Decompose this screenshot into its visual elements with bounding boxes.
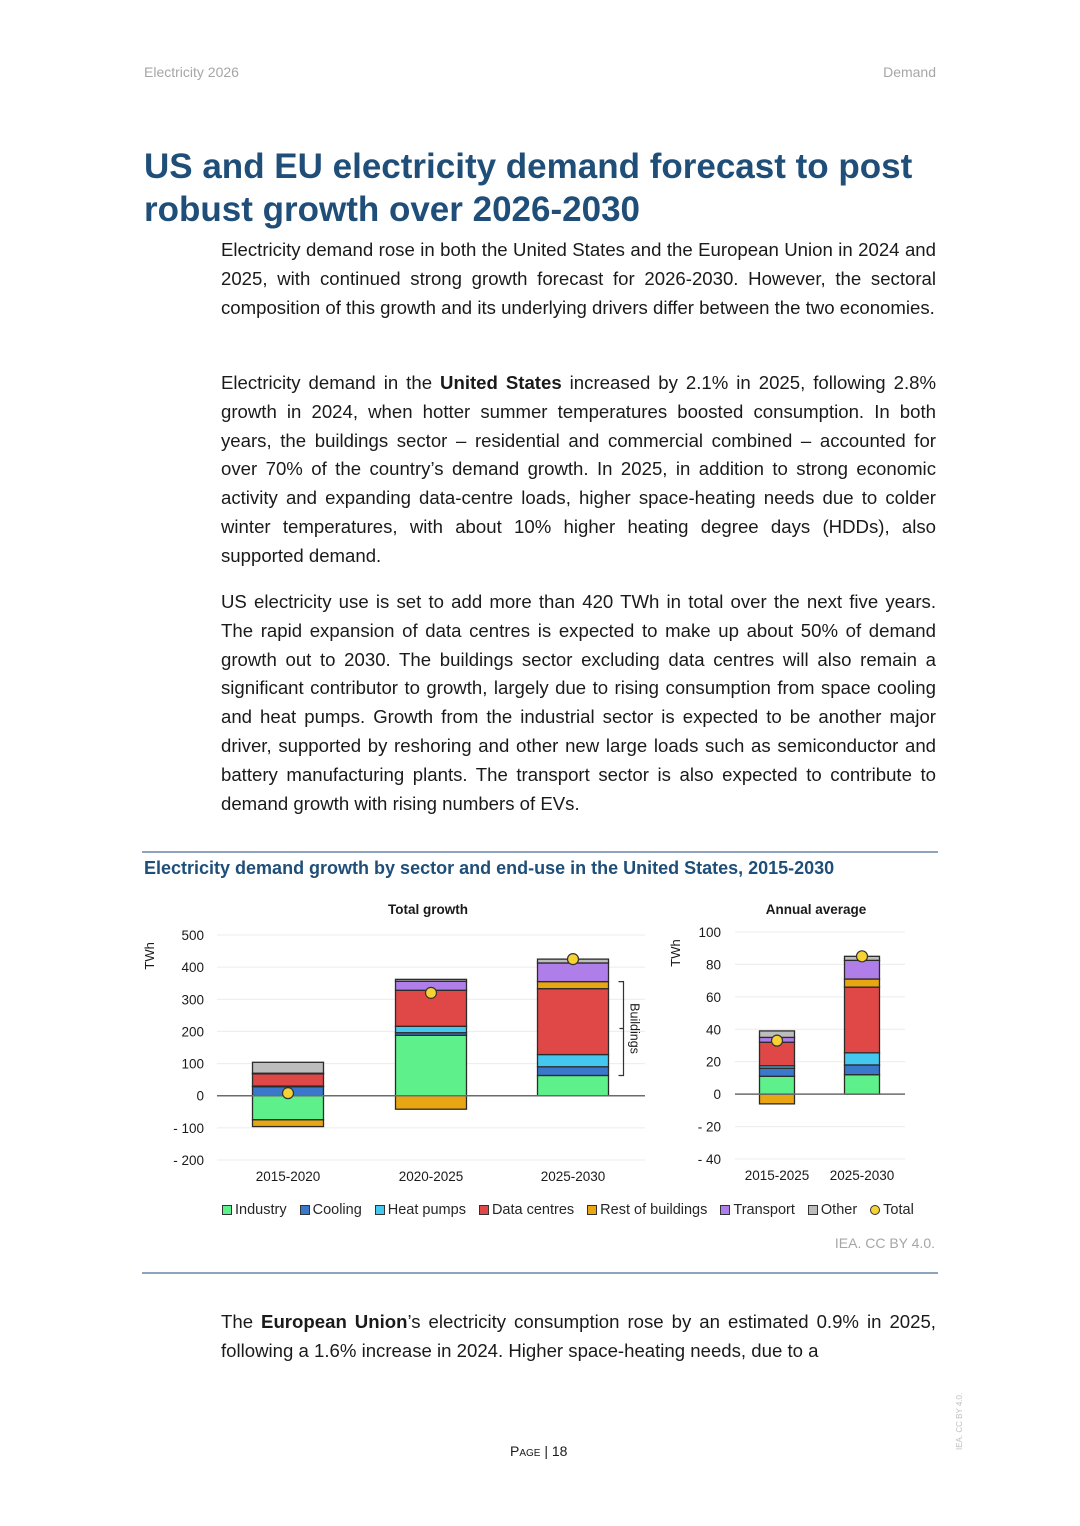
p4-text-pre: The bbox=[221, 1311, 262, 1332]
page-label: Page bbox=[510, 1443, 541, 1459]
stacked-bar-charts bbox=[140, 890, 940, 1200]
figure-top-rule bbox=[142, 851, 938, 853]
y-tick-label: - 100 bbox=[173, 1120, 204, 1136]
bar-segment-rest-of-buildings bbox=[396, 1096, 467, 1110]
paragraph-european-union bbox=[221, 1308, 936, 1366]
bar-segment-industry bbox=[760, 1076, 795, 1094]
legend-label: Other bbox=[820, 1202, 858, 1218]
chart-legend bbox=[222, 1202, 914, 1218]
total-marker bbox=[772, 1035, 783, 1046]
legend-label: Data centres bbox=[491, 1202, 575, 1218]
bar-segment-other bbox=[396, 979, 467, 981]
legend-label: Transport bbox=[733, 1202, 795, 1218]
p2-text-pre: Electricity demand in the bbox=[221, 372, 441, 393]
y-tick-label: 20 bbox=[705, 1054, 721, 1070]
p4-bold-european-union: European Union bbox=[261, 1311, 408, 1332]
total-marker bbox=[568, 954, 579, 965]
total-marker bbox=[426, 987, 437, 998]
total-marker bbox=[857, 951, 868, 962]
section-title: US and EU electricity demand forecast to post robust growth over 2026-2030 bbox=[144, 147, 913, 229]
y-axis-label: TWh bbox=[668, 939, 683, 967]
bar-segment-rest-of-buildings bbox=[760, 1094, 795, 1104]
legend-label: Rest of buildings bbox=[600, 1202, 708, 1218]
page-number: Page | 18 bbox=[510, 1443, 568, 1459]
legend-swatch-icon bbox=[587, 1205, 597, 1215]
bar-segment-industry bbox=[396, 1035, 467, 1095]
y-tick-label: - 20 bbox=[697, 1119, 721, 1135]
y-tick-label: 200 bbox=[181, 1024, 204, 1040]
bar-segment-rest-of-buildings bbox=[253, 1120, 324, 1127]
legend-label: Industry bbox=[235, 1202, 287, 1218]
legend-item-heat-pumps bbox=[375, 1202, 466, 1218]
y-tick-label: 0 bbox=[713, 1087, 721, 1103]
bar-segment-industry bbox=[253, 1096, 324, 1120]
running-head-left: Electricity 2026 bbox=[144, 64, 239, 80]
legend-item-other bbox=[808, 1202, 857, 1218]
bar-segment-rest-of-buildings bbox=[845, 979, 880, 987]
side-license: IEA. CC BY 4.0. bbox=[955, 1392, 964, 1450]
legend-swatch-icon bbox=[720, 1205, 730, 1215]
figure-title: Electricity demand growth by sector and end-use in the United States, 2015-2030 bbox=[144, 858, 835, 878]
buildings-bracket bbox=[619, 982, 624, 1076]
y-tick-label: 400 bbox=[181, 960, 204, 976]
x-tick-label: 2020-2025 bbox=[398, 1169, 464, 1184]
legend-item-transport bbox=[720, 1202, 795, 1218]
bar-segment-industry bbox=[845, 1075, 880, 1094]
y-tick-label: 100 bbox=[181, 1056, 204, 1072]
bar-segment-data-centres bbox=[845, 987, 880, 1053]
bar-segment-cooling bbox=[760, 1068, 795, 1076]
chart-title: Annual average bbox=[765, 902, 867, 917]
y-tick-label: 80 bbox=[705, 957, 721, 973]
buildings-label: Buildings bbox=[627, 1003, 642, 1054]
paragraph-us-outlook: US electricity use is set to add more than 420 TWh in total over the next five years. The rapid expansion of data centres is expected to make up about 50% of demand growth out to 2030. The buildings sector excluding data centres will also remain a significant contributor to growth, largely due to rising consumption from space cooling and heat pumps. Growth from the industrial sector is expected to be another major driver, supported by reshoring and other new large loads such as semiconductor and battery manufacturing plants. The transport sector is also expected to contribute to demand growth with rising numbers of EVs. bbox=[221, 591, 936, 814]
figure-credit: IEA. CC BY 4.0. bbox=[834, 1235, 935, 1251]
bar-segment-transport bbox=[845, 960, 880, 979]
bar-segment-heat-pumps bbox=[396, 1026, 467, 1032]
legend-item-cooling bbox=[300, 1202, 362, 1218]
y-tick-label: - 40 bbox=[697, 1152, 721, 1167]
legend-item-rest-of-buildings bbox=[587, 1202, 707, 1218]
legend-swatch-icon bbox=[375, 1205, 385, 1215]
paragraph-united-states bbox=[221, 369, 936, 571]
bar-segment-other bbox=[253, 1062, 324, 1073]
bar-segment-rest-of-buildings bbox=[538, 982, 609, 989]
legend-swatch-icon bbox=[300, 1205, 310, 1215]
bar-segment-transport bbox=[538, 963, 609, 982]
page-number-value: 18 bbox=[551, 1443, 568, 1459]
x-tick-label: 2015-2025 bbox=[744, 1168, 810, 1183]
y-axis-label: TWh bbox=[142, 942, 157, 970]
y-tick-label: 40 bbox=[705, 1022, 721, 1038]
chart-title: Total growth bbox=[388, 902, 468, 917]
bar-segment-heat-pumps bbox=[538, 1055, 609, 1067]
y-tick-label: - 200 bbox=[173, 1153, 204, 1168]
x-tick-label: 2025-2030 bbox=[540, 1169, 606, 1184]
bar-segment-industry bbox=[538, 1075, 609, 1095]
legend-item-data-centres bbox=[479, 1202, 574, 1218]
bar-segment-data-centres bbox=[253, 1074, 324, 1086]
x-tick-label: 2025-2030 bbox=[829, 1168, 895, 1183]
bar-segment-heat-pumps bbox=[845, 1053, 880, 1065]
legend-item-industry bbox=[222, 1202, 287, 1218]
paragraph-intro: Electricity demand rose in both the United States and the European Union in 2024 and 2025, with continued strong growth forecast for 2026-2030. However, the sectoral composition of this growth and its underlying drivers differ between the two economies. bbox=[221, 239, 936, 318]
running-head-right: Demand bbox=[883, 64, 936, 80]
legend-swatch-icon bbox=[870, 1205, 880, 1215]
legend-swatch-icon bbox=[808, 1205, 818, 1215]
legend-swatch-icon bbox=[222, 1205, 232, 1215]
bar-segment-data-centres bbox=[538, 989, 609, 1055]
legend-swatch-icon bbox=[479, 1205, 489, 1215]
y-tick-label: 500 bbox=[181, 928, 204, 943]
y-tick-label: 100 bbox=[698, 925, 721, 940]
x-tick-label: 2015-2020 bbox=[255, 1169, 321, 1184]
p2-text-post: increased by 2.1% in 2025, following 2.8% growth in 2024, when hotter summer temperatures boosted consumption. In both years, the buildings sector – residential and commercial combined – accounted for over 70% of the country’s demand growth. In 2025, in addition to strong economic activity and expanding data-centre loads, higher space-heating needs due to colder winter temperatures, with about 10% higher heating degree days (HDDs), also supported demand. bbox=[221, 372, 936, 566]
y-tick-label: 300 bbox=[181, 992, 204, 1008]
y-tick-label: 0 bbox=[196, 1088, 204, 1104]
bar-segment-cooling bbox=[538, 1067, 609, 1076]
legend-label: Cooling bbox=[312, 1202, 362, 1218]
y-tick-label: 60 bbox=[705, 989, 721, 1005]
p4-text-post: ’s electricity consumption rose by an estimated 0.9% in 2025, following a 1.6% increase in 2024. Higher space-heating needs, due to a bbox=[221, 1311, 936, 1361]
legend-label: Heat pumps bbox=[387, 1202, 466, 1218]
total-marker bbox=[283, 1088, 294, 1099]
legend-label: Total bbox=[883, 1202, 914, 1218]
p2-bold-united-states: United States bbox=[440, 372, 562, 393]
bar-segment-cooling bbox=[845, 1065, 880, 1075]
figure-bottom-rule bbox=[142, 1272, 938, 1274]
legend-item-total bbox=[870, 1202, 914, 1218]
